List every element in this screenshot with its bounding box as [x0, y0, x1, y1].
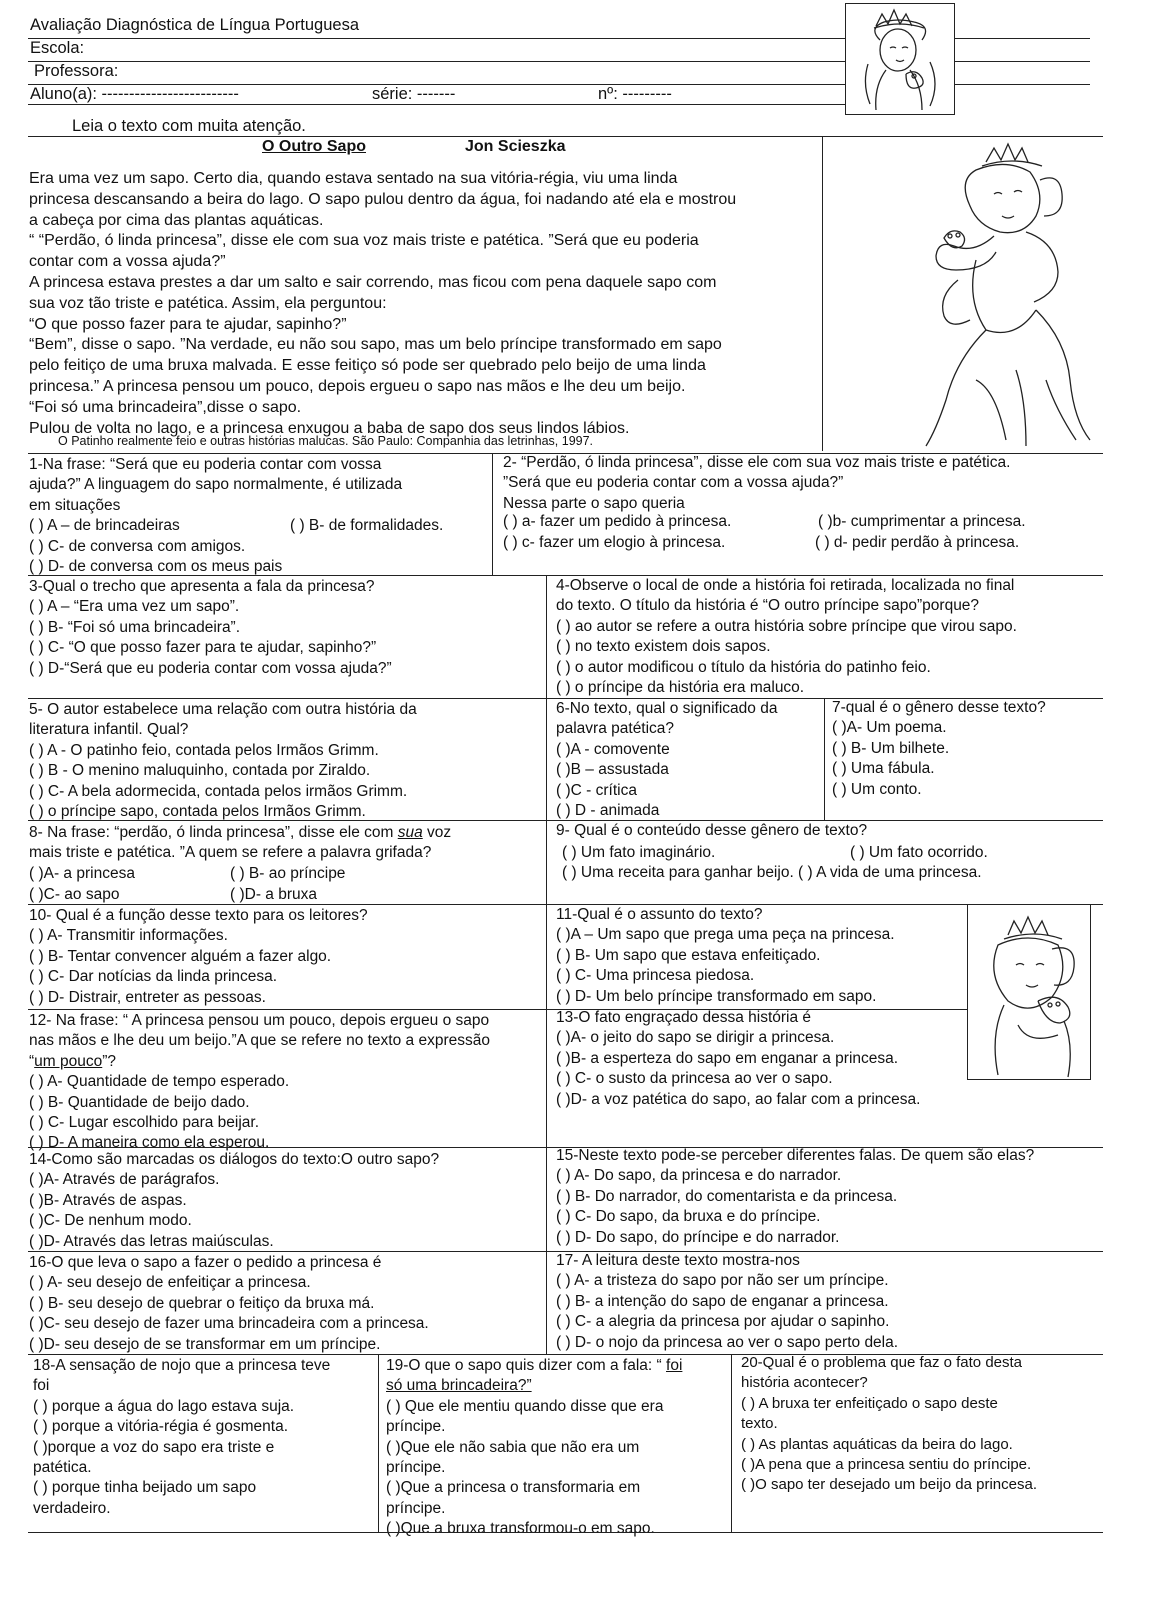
option-1c[interactable]: ( ) C- de conversa com amigos. — [29, 538, 246, 555]
question-text: 8- Na frase: “perdão, ó linda princesa”, disse ele com — [29, 824, 398, 841]
question-text: foi — [33, 1377, 50, 1395]
story-line: “ “Perdão, ó linda princesa”, disse ele com sua voz mais triste e patética. ”Será que eu poderia — [29, 232, 699, 250]
option-6c[interactable]: ( )C - crítica — [556, 781, 637, 799]
grid-divider — [546, 575, 547, 1095]
story-line: a cabeça por cima das plantas aquáticas. — [29, 211, 324, 229]
question-text: ajuda?” A linguagem do sapo normalmente, é utilizada — [29, 476, 403, 494]
highlighted-expression: um pouco — [34, 1052, 103, 1070]
question-text: 16-O que leva o sapo a fazer o pedido a princesa é — [29, 1254, 382, 1271]
option-2c[interactable]: ( ) c- fazer um elogio à princesa. — [503, 534, 726, 551]
story-line: “O que posso fazer para te ajudar, sapinho?” — [29, 315, 347, 333]
header-rule — [28, 38, 845, 39]
option-19c-cont: príncipe. — [386, 1499, 446, 1517]
question-9: 9- Qual é o conteúdo desse gênero de texto? — [556, 822, 868, 839]
option-20c[interactable]: ( )A pena que a princesa sentiu do príncipe. — [741, 1456, 1032, 1474]
option-3b[interactable]: ( ) B- “Foi só uma brincadeira”. — [29, 618, 241, 636]
question-7 — [832, 698, 1046, 800]
question-text: 7-qual é o gênero desse texto? — [832, 699, 1046, 716]
question-text: ”Será que eu poderia contar com a vossa ajuda?” — [503, 474, 844, 492]
question-2 — [503, 453, 1010, 514]
option-15c[interactable]: ( ) C- Do sapo, da bruxa e do príncipe. — [556, 1208, 821, 1226]
option-1b[interactable]: ( ) B- de formalidades. — [290, 517, 444, 534]
question-text: 19-O que o sapo quis dizer com a fala: “ — [386, 1357, 667, 1374]
option-18b[interactable]: ( ) porque a vitória-régia é gosmenta. — [33, 1418, 289, 1436]
option-14d[interactable]: ( )D- Através das letras maiúsculas. — [29, 1232, 274, 1250]
question-18 — [33, 1356, 330, 1519]
question-text: 3-Qual o trecho que apresenta a fala da princesa? — [29, 578, 375, 595]
option-6a[interactable]: ( )A - comovente — [556, 740, 670, 758]
option-8b[interactable]: ( ) B- ao príncipe — [230, 865, 346, 882]
question-text: literatura infantil. Qual? — [29, 721, 189, 739]
princess-sidebar-frame — [967, 904, 1091, 1080]
option-3d[interactable]: ( ) D-“Será que eu poderia contar com vossa ajuda?” — [29, 659, 392, 677]
option-18c[interactable]: ( )porque a voz do sapo era triste e — [33, 1438, 275, 1456]
grid-divider — [824, 698, 825, 820]
option-16d[interactable]: ( )D- seu desejo de se transformar em um príncipe. — [29, 1335, 381, 1353]
header-rule — [28, 61, 845, 62]
grid-divider — [731, 1354, 732, 1532]
option-17d[interactable]: ( ) D- o nojo da princesa ao ver o sapo perto dela. — [556, 1333, 899, 1351]
question-3 — [29, 577, 392, 679]
option-9a[interactable]: ( ) Um fato imaginário. — [562, 844, 716, 861]
option-5a[interactable]: ( ) A - O patinho feio, contada pelos Irmãos Grimm. — [29, 741, 379, 759]
question-text: palavra patética? — [556, 720, 675, 738]
story-line: Pulou de volta no lago, e a princesa enxugou a baba de sapo dos seus lindos lábios. — [29, 419, 630, 437]
question-10 — [29, 906, 368, 1008]
option-4c[interactable]: ( ) o autor modificou o título da história do patinho feio. — [556, 658, 931, 676]
question-text: 20-Qual é o problema que faz o fato desta — [741, 1354, 1023, 1371]
story-body — [29, 169, 736, 439]
question-text: mais triste e patética. ”A quem se refere a palavra grifada? — [29, 844, 432, 862]
question-1 — [29, 455, 402, 516]
highlighted-expression: só uma brincadeira?” — [386, 1377, 532, 1395]
option-8d[interactable]: ( )D- a bruxa — [230, 886, 317, 903]
option-6b[interactable]: ( )B – assustada — [556, 761, 669, 779]
princess-with-frog-drawing — [826, 140, 1096, 450]
option-19b-cont: príncipe. — [386, 1459, 446, 1477]
option-10c[interactable]: ( ) C- Dar notícias da linda princesa. — [29, 968, 278, 986]
question-20 — [741, 1353, 1037, 1496]
option-17a[interactable]: ( ) A- a tristeza do sapo por não ser um príncipe. — [556, 1272, 889, 1290]
story-title: O Outro Sapo — [262, 138, 366, 155]
highlighted-expression: foi — [666, 1357, 683, 1374]
grid-divider — [378, 1354, 379, 1532]
option-14c[interactable]: ( )C- De nenhum modo. — [29, 1212, 192, 1230]
option-5c[interactable]: ( ) C- A bela adormecida, contada pelos irmãos Grimm. — [29, 782, 408, 800]
question-19 — [386, 1356, 682, 1540]
option-19a[interactable]: ( ) Que ele mentiu quando disse que era — [386, 1397, 664, 1415]
question-text: 10- Qual é a função desse texto para os leitores? — [29, 907, 368, 924]
instruction-text: Leia o texto com muita atenção. — [72, 117, 306, 135]
option-7d[interactable]: ( ) Um conto. — [832, 780, 922, 798]
option-10b[interactable]: ( ) B- Tentar convencer alguém a fazer algo. — [29, 947, 332, 965]
story-line: pelo feitiço de uma bruxa malvada. E esse feitiço só pode ser quebrado pelo beijo de uma linda — [29, 357, 706, 375]
option-13d[interactable]: ( )D- a voz patética do sapo, ao falar com a princesa. — [556, 1090, 921, 1108]
option-19b[interactable]: ( )Que ele não sabia que não era um — [386, 1438, 640, 1456]
option-14b[interactable]: ( )B- Através de aspas. — [29, 1191, 187, 1209]
story-line: princesa descansando a beira do lago. O sapo pulou dentro da água, foi nadando até ela e mostrou — [29, 190, 737, 208]
question-text: história acontecer? — [741, 1374, 868, 1392]
question-8 — [29, 823, 451, 864]
question-text: 11-Qual é o assunto do texto? — [556, 906, 763, 923]
option-1d[interactable]: ( ) D- de conversa com os meus pais — [29, 558, 283, 575]
story-line: Era uma vez um sapo. Certo dia, quando estava sentado na sua vitória-régia, viu uma linda — [29, 170, 678, 187]
option-9b[interactable]: ( ) Um fato ocorrido. — [850, 844, 988, 861]
option-12b[interactable]: ( ) B- Quantidade de beijo dado. — [29, 1093, 250, 1111]
princess-drawing — [846, 4, 954, 114]
option-7a[interactable]: ( )A- Um poema. — [832, 719, 947, 737]
option-20b[interactable]: ( ) As plantas aquáticas da beira do lago. — [741, 1435, 1013, 1453]
option-10a[interactable]: ( ) A- Transmitir informações. — [29, 927, 228, 945]
header-title: Avaliação Diagnóstica de Língua Portuguesa — [30, 16, 360, 34]
option-11c[interactable]: ( ) C- Uma princesa piedosa. — [556, 967, 755, 985]
option-4b[interactable]: ( ) no texto existem dois sapos. — [556, 638, 771, 656]
option-1a[interactable]: ( ) A – de brincadeiras — [29, 517, 180, 534]
question-text: Nessa parte o sapo queria — [503, 494, 685, 512]
option-8c[interactable]: ( )C- ao sapo — [29, 886, 120, 903]
story-top-rule — [28, 136, 1103, 137]
option-2a[interactable]: ( ) a- fazer um pedido à princesa. — [503, 513, 732, 530]
option-7c[interactable]: ( ) Uma fábula. — [832, 760, 935, 778]
option-7b[interactable]: ( ) B- Um bilhete. — [832, 739, 950, 757]
princess-drawing — [968, 905, 1090, 1079]
question-text: voz — [422, 824, 452, 841]
question-text: em situações — [29, 496, 121, 514]
option-19d[interactable]: ( )Que a bruxa transformou-o em sapo. — [386, 1520, 655, 1538]
option-16b[interactable]: ( ) B- seu desejo de quebrar o feitiço da bruxa má. — [29, 1294, 375, 1312]
option-12c[interactable]: ( ) C- Lugar escolhido para beijar. — [29, 1114, 260, 1132]
option-12d[interactable]: ( ) D- A maneira como ela esperou. — [29, 1134, 270, 1152]
question-6 — [556, 699, 777, 821]
option-13c[interactable]: ( ) C- o susto da princesa ao ver o sapo. — [556, 1070, 833, 1088]
option-18c-cont: patética. — [33, 1459, 92, 1477]
option-3a[interactable]: ( ) A – “Era uma vez um sapo”. — [29, 598, 240, 616]
story-author: Jon Scieszka — [465, 138, 566, 155]
option-4d[interactable]: ( ) o príncipe da história era maluco. — [556, 679, 805, 697]
question-text: 6-No texto, qual o significado da — [556, 700, 778, 717]
grid-bottom-rule — [28, 1532, 1103, 1533]
question-16 — [29, 1253, 429, 1355]
question-text: 15-Neste texto pode-se perceber diferentes falas. De quem são elas? — [556, 1147, 1035, 1164]
number-label: nº: --------- — [598, 85, 672, 103]
question-text: 13-O fato engraçado dessa história é — [556, 1009, 812, 1026]
option-18a[interactable]: ( ) porque a água do lago estava suja. — [33, 1397, 295, 1415]
question-text: nas mãos e lhe deu um beijo.”A que se refere no texto a expressão — [29, 1032, 490, 1050]
grade-label: série: ------- — [372, 85, 456, 103]
question-text: 17- A leitura deste texto mostra-nos — [556, 1252, 800, 1269]
option-16a[interactable]: ( ) A- seu desejo de enfeitiçar a princesa. — [29, 1274, 311, 1292]
story-source: O Patinho realmente feio e outras histórias malucas. São Paulo: Companhia das letrinhas, 1997. — [58, 434, 594, 448]
story-divider — [822, 136, 823, 451]
option-15d[interactable]: ( ) D- Do sapo, do príncipe e do narrador. — [556, 1228, 840, 1246]
option-11d[interactable]: ( ) D- Um belo príncipe transformado em sapo. — [556, 987, 877, 1005]
question-text: “ — [29, 1052, 35, 1070]
option-9c[interactable]: ( ) Uma receita para ganhar beijo. ( ) A vida de uma princesa. — [562, 864, 982, 881]
question-14 — [29, 1150, 439, 1252]
question-text: 18-A sensação de nojo que a princesa teve — [33, 1357, 331, 1374]
option-13b[interactable]: ( )B- a esperteza do sapo em enganar a princesa. — [556, 1049, 899, 1067]
option-20d[interactable]: ( )O sapo ter desejado um beijo da princesa. — [741, 1476, 1037, 1494]
question-text: 4-Observe o local de onde a história foi retirada, localizada no final — [556, 577, 1015, 594]
option-8a[interactable]: ( )A- a princesa — [29, 865, 135, 882]
teacher-label: Professora: — [34, 62, 119, 80]
student-label: Aluno(a): ------------------------- — [30, 85, 239, 103]
story-line: “Foi só uma brincadeira”,disse o sapo. — [29, 398, 302, 416]
princess-portrait-frame — [845, 3, 955, 115]
option-2b[interactable]: ( )b- cumprimentar a princesa. — [818, 513, 1026, 530]
question-text: 12- Na frase: “ A princesa pensou um pouco, depois ergueu o sapo — [29, 1012, 490, 1029]
question-13 — [556, 1008, 920, 1110]
question-15 — [556, 1146, 1034, 1248]
header-rule — [28, 104, 845, 105]
story-line: sua voz tão triste e patética. Assim, ela perguntou: — [29, 294, 387, 312]
story-line: A princesa estava prestes a dar um salto e sair correndo, mas ficou com pena daquele sapo com — [29, 273, 717, 291]
option-11a[interactable]: ( )A – Um sapo que prega uma peça na princesa. — [556, 926, 895, 944]
question-text: ”? — [102, 1052, 117, 1070]
option-11b[interactable]: ( ) B- Um sapo que estava enfeitiçado. — [556, 946, 821, 964]
header-rule — [955, 38, 1090, 39]
question-12 — [29, 1011, 490, 1154]
question-4 — [556, 576, 1017, 698]
question-text: do texto. O título da história é “O outro príncipe sapo”porque? — [556, 597, 980, 615]
option-5b[interactable]: ( ) B - O menino maluquinho, contada por Ziraldo. — [29, 762, 371, 780]
option-6d[interactable]: ( ) D - animada — [556, 802, 660, 820]
option-3c[interactable]: ( ) C- “O que posso fazer para te ajudar, sapinho?” — [29, 639, 377, 657]
header-rule — [955, 84, 1090, 85]
question-text: 5- O autor estabelece uma relação com outra história da — [29, 701, 417, 718]
option-18d-cont: verdadeiro. — [33, 1499, 111, 1517]
highlighted-word: sua — [397, 824, 423, 841]
grid-divider — [546, 1095, 547, 1355]
option-14a[interactable]: ( )A- Através de parágrafos. — [29, 1171, 220, 1189]
option-17b[interactable]: ( ) B- a intenção do sapo de enganar a princesa. — [556, 1292, 889, 1310]
header-rule — [955, 61, 1090, 62]
option-20a-cont: texto. — [741, 1415, 778, 1433]
option-15a[interactable]: ( ) A- Do sapo, da princesa e do narrador. — [556, 1167, 842, 1185]
option-12a[interactable]: ( ) A- Quantidade de tempo esperado. — [29, 1073, 290, 1091]
question-5 — [29, 700, 417, 822]
option-17c[interactable]: ( ) C- a alegria da princesa por ajudar o sapinho. — [556, 1313, 890, 1331]
question-text: 1-Na frase: “Será que eu poderia contar com vossa — [29, 456, 382, 473]
option-5d[interactable]: ( ) o príncipe sapo, contada pelos Irmãos Grimm. — [29, 803, 366, 821]
option-15b[interactable]: ( ) B- Do narrador, do comentarista e da princesa. — [556, 1187, 898, 1205]
school-label: Escola: — [30, 39, 85, 57]
question-17 — [556, 1251, 898, 1353]
option-19c[interactable]: ( )Que a princesa o transformaria em — [386, 1479, 641, 1497]
option-20a[interactable]: ( ) A bruxa ter enfeitiçado o sapo deste — [741, 1394, 998, 1412]
story-line: princesa.” A princesa pensou um pouco, depois ergueu o sapo nas mãos e lhe deu um beijo. — [29, 377, 686, 395]
option-4a[interactable]: ( ) ao autor se refere a outra história sobre príncipe que virou sapo. — [556, 617, 1017, 635]
story-line: contar com a vossa ajuda?” — [29, 253, 226, 271]
option-10d[interactable]: ( ) D- Distrair, entreter as pessoas. — [29, 988, 266, 1006]
question-11 — [556, 905, 895, 1007]
grid-rule — [1090, 904, 1103, 905]
option-16c[interactable]: ( )C- seu desejo de fazer uma brincadeira com a princesa. — [29, 1315, 429, 1333]
option-2d[interactable]: ( ) d- pedir perdão à princesa. — [815, 534, 1020, 551]
question-text: 14-Como são marcadas os diálogos do texto:O outro sapo? — [29, 1151, 440, 1168]
option-19a-cont: príncipe. — [386, 1418, 446, 1436]
option-13a[interactable]: ( )A- o jeito do sapo se dirigir a princesa. — [556, 1029, 835, 1047]
question-text: 2- “Perdão, ó linda princesa”, disse ele com sua voz mais triste e patética. — [503, 454, 1011, 471]
story-line: “Bem”, disse o sapo. ”Na verdade, eu não sou sapo, mas um belo príncipe transformado em sapo — [29, 336, 722, 354]
option-18d[interactable]: ( ) porque tinha beijado um sapo — [33, 1479, 257, 1497]
grid-divider — [492, 453, 493, 575]
